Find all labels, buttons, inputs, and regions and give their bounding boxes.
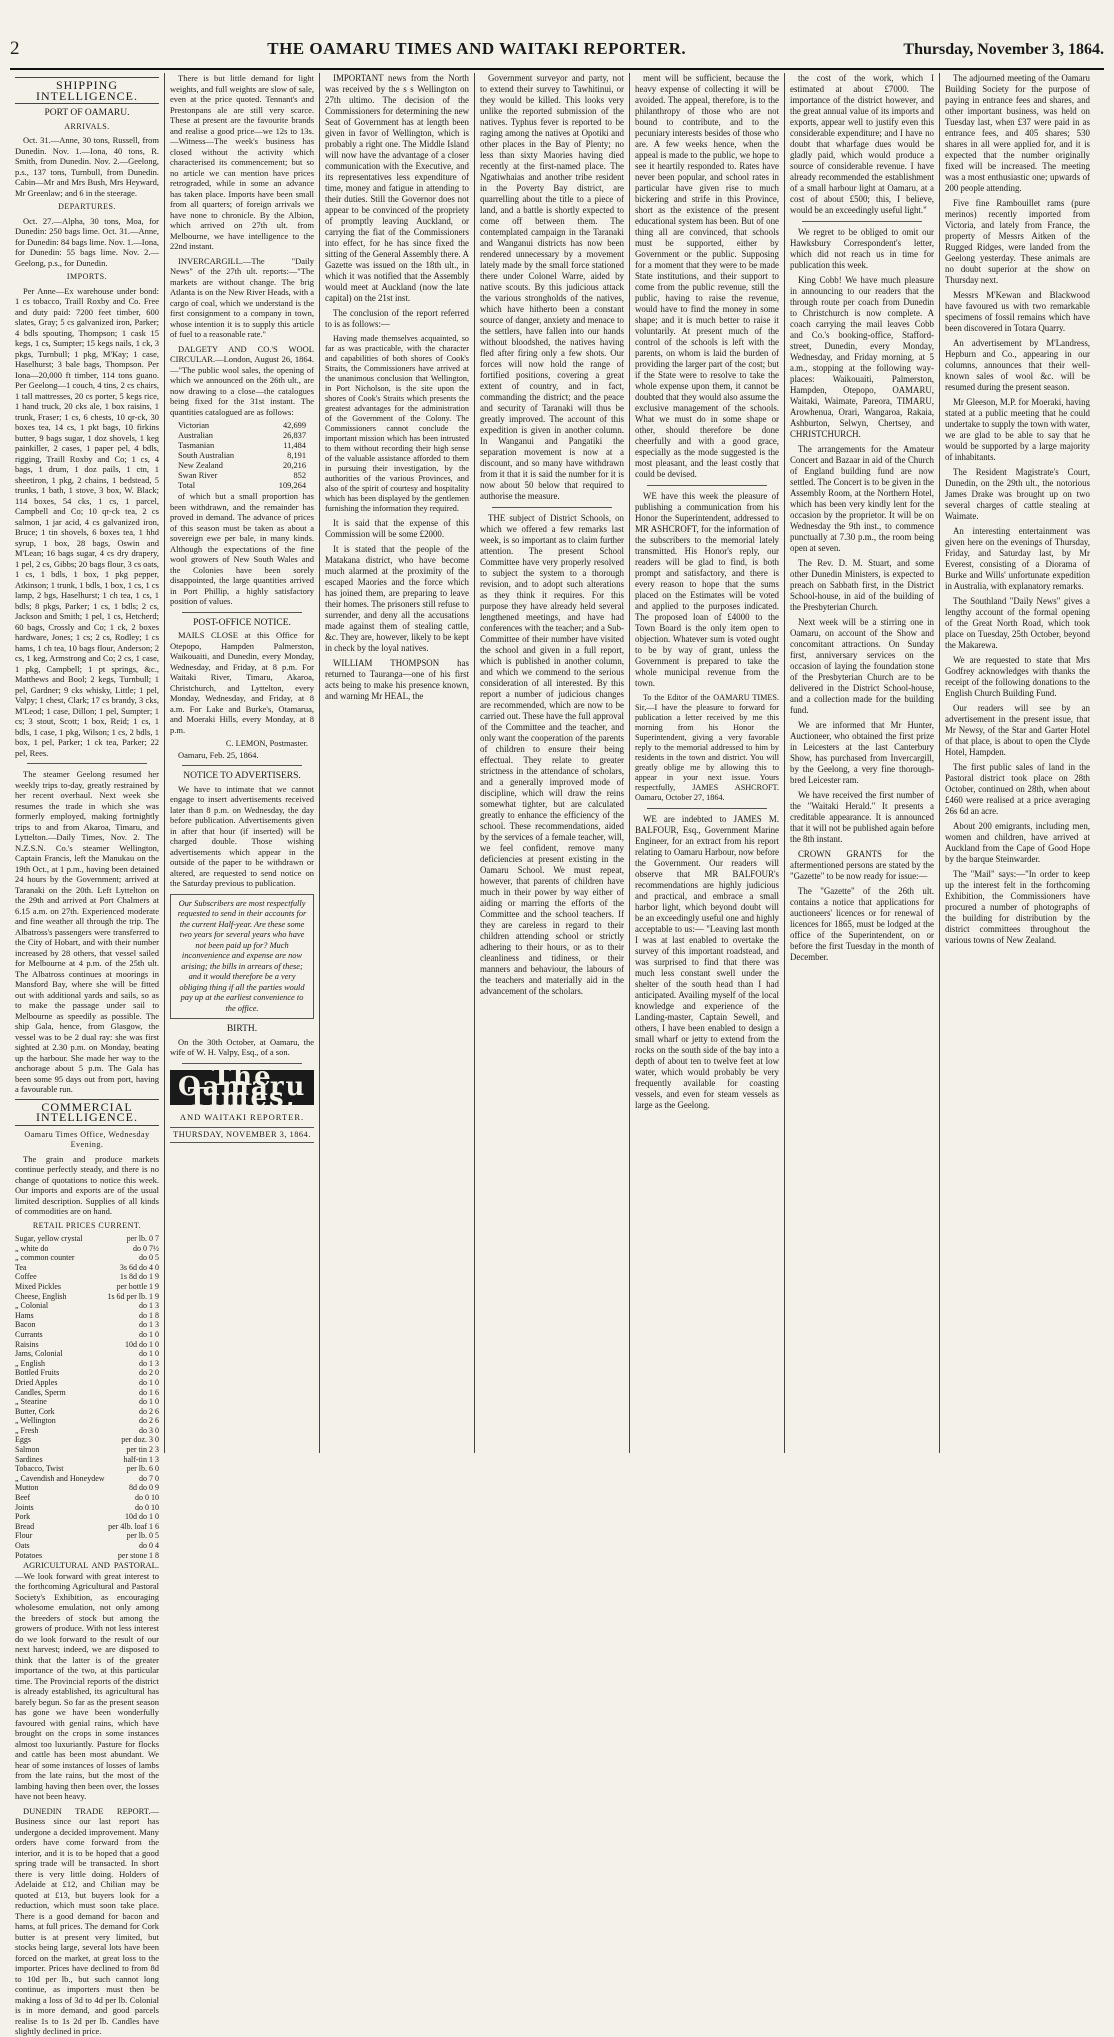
price-item: Flour bbox=[15, 1531, 33, 1541]
price-item: Mixed Pickles bbox=[15, 1281, 61, 1291]
magistrate-note: The Resident Magistrate's Court, Dunedin, on the 29th ult., the notorious James Drake was brought up on two several charges of cattle stealing at Waimate. bbox=[945, 467, 1090, 521]
price-item: „ Stearine bbox=[15, 1397, 47, 1407]
cobb-coach-note: King Cobb! We have much pleasure in announcing to our readers that the through route per coach from Dunedin to Christchurch is now complete. A coach carrying the mail leaves Cobb and Co.'s booking-office, Stafford-street, Dunedin, every Monday, Wednesday, and Friday morning, at 5 a.m., stopping at the following way-places: Waikouaiti, Palmerston, Hampden, Otepopo, OAMARU, Waitaki, Waimate, Pareora, TIMARU, Arowhenua, Orari, Wangaroa, Rakaia, Ashburton, Selwyn, Chertsey, and CHRISTCHURCH. bbox=[790, 275, 934, 439]
north-road-note: The Southland "Daily News" gives a lengthy account of the formal opening of the Great North Road, which took place on Tuesday, 25th October, beyond the Makarewa. bbox=[945, 596, 1090, 650]
commercial-intro: The grain and produce markets continue perfectly steady, and there is no change of quotations to notice this week. Our imports and exports are of the usual limited description. Supplies of all kinds of commodities are on hand. bbox=[15, 1153, 159, 1216]
price-row bbox=[15, 1426, 159, 1436]
price-row bbox=[15, 1234, 159, 1244]
invercargill-report: INVERCARGILL.—The "Daily News" of the 27th ult. reports:—"The markets are without change. The brig Atlanta is on the New River Heads, with a cargo of coal, which we understand is the first consignment to a company in town, whose intention it is to supply this article of fuel to a reasonable rate." bbox=[170, 255, 314, 339]
column-natives-schools bbox=[475, 73, 630, 1453]
wool-region: Swan River bbox=[178, 471, 218, 480]
post-office-signature: C. LEMON, Postmaster. bbox=[225, 739, 308, 748]
balfour-article: WE are indebted to JAMES M. BALFOUR, Esq., Government Marine Engineer, for an extract from his report relating to Oamaru Harbour, now before the Government. Our readers will observe that MR BALFOUR's recommendations are highly judicious and practical, and embrace a small harbor light, which beyond doubt will be an exceedingly useful one and highly acceptable to us:— "Leaving last month I was at last enabled to overtake the survey of this important roadstead, and was surprised to find that there was much less constant swell under the shelter of the south head than I had anticipated. Availing myself of the local knowledge and experience of the Landing-master, Captain Sewell, and others, I have been enabled to design a small wharf or jetty to extend from the rocks on the south side of the bay into a depth of about ten to twelve feet at low water, which would probably be very frequently available for coasting vessels, and even for steam vessels as large as the Geelong. bbox=[635, 814, 779, 1110]
wool-region: New Zealand bbox=[178, 461, 223, 470]
diorama-note: An interesting entertainment was given here on the evenings of Thursday, Friday, and Saturday last, by Mr Everest, consisting of a Diorama of Burke and Wills' unfortunate expedition in Australia, with explanatory remarks. bbox=[945, 526, 1090, 591]
price-value: 3s 6d do 4 0 bbox=[119, 1262, 159, 1272]
price-item: Butter, Cork bbox=[15, 1406, 55, 1416]
crown-grants-note: CROWN GRANTS for the aftermentioned persons are stated by the "Gazette" to be now ready for issue:— bbox=[790, 849, 934, 881]
price-row bbox=[15, 1474, 159, 1484]
price-item: Oats bbox=[15, 1541, 30, 1550]
birth-notice: On the 30th October, at Oamaru, the wife of W. H. Valpy, Esq., of a son. bbox=[170, 1036, 314, 1057]
price-value: do 1 0 bbox=[139, 1377, 159, 1387]
price-item: Jams, Colonial bbox=[15, 1349, 63, 1359]
exhibition-note: The "Mail" says:—"In order to keep up the interest felt in the forthcoming Exhibition, the Commissioners have procured a number of photographs of the building for distribution by the district committees throughout the various towns of New Zealand. bbox=[945, 869, 1090, 945]
price-item: Tobacco, Twist bbox=[15, 1464, 64, 1474]
price-row bbox=[15, 1397, 159, 1407]
retail-prices-heading: RETAIL PRICES CURRENT. bbox=[32, 1220, 142, 1230]
agricultural-report: AGRICULTURAL AND PASTORAL.—We look forward with great interest to the forthcoming Agricultural and Pastoral Society's Exhibition, as encouraging wholesome emulation, not only among the breeders of stock but among the growers of produce. With not less interest do we look forward to the result of our next harvest; indeed, we are disposed to think that the latter is of the greater importance of the two, at this particular time. The Provincial reports of the district is already established, its agricultural has barely begun. So far as the present season has gone we have been wonderfully favoured with genial rains, which have brought on the crops in some instances almost too luxuriantly. Pasture for flocks and cattle has been most abundant. We hear of some instances of losses of lambs from the late rains, but the most of the lambing having then been over, the losses have not been heavy. bbox=[15, 1560, 159, 1802]
price-value: per lb. 0 7 bbox=[126, 1234, 159, 1243]
rambouillet-note: Five fine Rambouillet rams (pure merinos) recently imported from Victoria, and lately from France, the property of Messrs Aitken of the Rugged Ridges, were landed from the Geelong yesterday. These animals are no doubt superior at the show on Thursday next. bbox=[945, 198, 1090, 285]
advertisers-notice: We have to intimate that we cannot engage to insert advertisements received later than 8 p.m. on Wednesday, the day before publication. Advertisements given in after that hour (if inserted) will be charged double. Those wishing advertisements which appear in the outside of the paper to be withdrawn or altered, are requested to send notice on the Saturday previous to publication. bbox=[170, 783, 314, 888]
price-item: Tea bbox=[15, 1262, 27, 1272]
price-value: per lb. 6 0 bbox=[126, 1464, 159, 1474]
arrivals-heading: ARRIVALS. bbox=[64, 121, 110, 131]
price-value: do 2 6 bbox=[139, 1406, 159, 1416]
price-row bbox=[15, 1301, 159, 1311]
price-value: do 2 0 bbox=[139, 1368, 159, 1378]
price-row bbox=[15, 1244, 159, 1254]
post-office-notice: MAILS CLOSE at this Office for Otepopo, Hampden Palmerston, Waikouaiti, and Dunedin, every Monday, Wednesday, and Friday, at 8 p.m. For Waitaki River, Timaru, Akaroa, Christchurch, and Lyttelton, every Monday, Wednesday, and Friday, at 8 a.m. For Lake and Burke's, Otamarua, and Moeraki Hills, every Monday, at 8 p.m. bbox=[170, 630, 314, 735]
divider bbox=[182, 765, 302, 766]
departures-text: Oct. 27.—Alpha, 30 tons, Moa, for Dunedin: 250 bags lime. Oct. 31.—Anne, for Dunedin: 84 bags lime. Nov. 1.—Iona, for Dunedin: 55 bags lime. Nov. 2.—Geelong, p.s., for Dunedin. bbox=[15, 215, 159, 268]
price-value: per lb. 0 5 bbox=[126, 1531, 159, 1541]
editorial-dateline: THURSDAY, NOVEMBER 3, 1864. bbox=[170, 1127, 314, 1144]
fossil-note: Messrs M'Kewan and Blackwood have favoured us with two remarkable specimens of fossil remains which have been discovered in Totara Quarry. bbox=[945, 290, 1090, 333]
shipping-heading: SHIPPING INTELLIGENCE. bbox=[15, 77, 159, 104]
price-row bbox=[15, 1503, 159, 1513]
price-value: do 0 10 bbox=[135, 1493, 159, 1503]
price-row bbox=[15, 1340, 159, 1350]
post-office-heading: POST-OFFICE NOTICE. bbox=[193, 617, 291, 628]
masthead bbox=[10, 38, 1104, 70]
gazette-note: The "Gazette" of the 26th ult. contains a notice that applications for auctioneers' licences or for renewal of licences for 1865, must be lodged at the office of the Superintendent, on or before the first Tuesday in the month of December. bbox=[790, 886, 934, 962]
price-value: 1s 6d per lb. 1 9 bbox=[107, 1291, 159, 1301]
price-value: per 4lb. loaf 1 6 bbox=[108, 1521, 159, 1531]
price-item: Eggs bbox=[15, 1435, 31, 1445]
price-item: Sugar, yellow crystal bbox=[15, 1234, 83, 1243]
column-local-news bbox=[785, 73, 940, 1453]
page-number: 2 bbox=[10, 38, 20, 59]
divider bbox=[647, 485, 767, 486]
wool-region: Australian bbox=[178, 431, 213, 440]
imports-heading: IMPORTS. bbox=[66, 272, 108, 281]
price-row bbox=[15, 1359, 159, 1369]
columns bbox=[10, 73, 1104, 2037]
nameplate bbox=[170, 1061, 314, 1123]
price-value: do 1 8 bbox=[139, 1310, 159, 1320]
price-value: do 1 6 bbox=[139, 1387, 159, 1397]
price-row bbox=[15, 1407, 159, 1417]
divider bbox=[647, 808, 767, 809]
wool-row bbox=[170, 431, 314, 441]
price-value: per tin 2 3 bbox=[126, 1445, 159, 1455]
column-shipping bbox=[10, 73, 165, 2037]
editorial-lead: IMPORTANT news from the North was received by the s s Wellington on 27th ultimo. The decision of the Commissioners for determining the new Seat of Government has at length been given in favor of Wellington, which is probably a right one. The Middle Island will now have the advantage of a closer communication with the Executive, and its representatives less expenditure of time, money and fatigue in attending to their duties. Still the Governor does not appear to be convinced of the propriety of promptly leaving Auckland, or carrying the fiat of the Commissioners into effect, for he has since fixed the sitting of the General Assembly there. A Gazette was issued on the 18th ult., in which it was notified that the Assembly would meet at Auckland (now the late capital) on the 21st inst. bbox=[325, 73, 469, 303]
price-item: Dried Apples bbox=[15, 1377, 58, 1387]
schools-continuation: ment will be sufficient, because the heavy expense of collecting it will be avoided. The appeal, therefore, is to the philanthropy of those who are not bound to contribute, and to the pecuniary interests besides of those who are. A few weeks hence, when the appeal is made to the public, we hope to see it heartily responded to. Rates have never been popular, and school rates in particular have given rise to much bickering and strife in this Province, short as the existence of the present educational system has been. But of one thing all are convinced, that schools must be supported, either by Government or the public. Supposing for a moment that they were to be made State institutions, and their support to come from the public revenue, still the public, having to raise the revenue, would have to find the money in some shape; and it is much better to raise it voluntarily. At present much of the control of the schools is left with the parents, on whom is laid the burden of providing the larger part of the cost; but if the State were to resolve to take the whole expense upon them, it cannot be doubted that they would also assume the exclusive management of the schools. What we must do in some shape or other, should therefore be done cheerfully and with a good grace, especially as the mode suggested is the most pleasant, and the least costly that could be devised. bbox=[635, 73, 779, 479]
dunedin-trade-report: DUNEDIN TRADE REPORT.—Business since our last report has undergone a decided improvement. Many orders have come forward from the interior, and it is to be hoped that a good spring trade will be transacted. In short there is very little doing. Holders of Adelaide at £12, and Chilian may be quoted at £13, but buyers look for a reduction, which must soon take place. There is a good demand for bacon and hams, at full prices. The demand for Cork butter is at present very limited, but stocks being large, several lots have been forced on the market, at great loss to the importer. Prices have declined to from 8d to 10d per lb., but such cannot long continue, as importers must then be making a loss of 3d to 4d per lb. Colonial is in more demand, and good parcels realise 1s to 1s 2d per lb. Candles have slightly declined in price. bbox=[15, 1805, 159, 2037]
price-row bbox=[15, 1282, 159, 1292]
wool-region: Victorian bbox=[178, 421, 210, 430]
price-item: „ English bbox=[15, 1358, 45, 1368]
post-office-date: Oamaru, Feb. 25, 1864. bbox=[178, 749, 259, 760]
wool-bales: 109,264 bbox=[278, 481, 306, 490]
price-value: do 2 6 bbox=[139, 1416, 159, 1426]
advertisers-heading: NOTICE TO ADVERTISERS. bbox=[183, 771, 301, 781]
issue-date: Thursday, November 3, 1864. bbox=[903, 41, 1104, 58]
nameplate-title: The Oamaru Times, bbox=[170, 1070, 314, 1106]
water-supply-note: Mr Gleeson, M.P. for Moeraki, having stated at a public meeting that he could undertake to supply the town with water, we are glad to be able to say that he would be supported by a large majority of inhabitants. bbox=[945, 397, 1090, 462]
price-item: Mutton bbox=[15, 1483, 39, 1493]
ascroft-article: WE have this week the pleasure of publishing a communication from his Honor the Superintendent, addressed to MR ASHCROFT, for the information of the subscribers to the memorial lately transmitted. His Honor's reply, our readers will be glad to find, is both prompt and satisfactory, and there is every reason to hope that the sums placed on the Estimates will be voted and applied to the purposes indicated. The proposed loan of £4000 to the Town Board is the only item open to objection. Whatever sum is voted ought to be by way of grant, unless the Government is prepared to take the whole municipal revenue from the town. bbox=[635, 491, 779, 688]
price-value: do 1 0 bbox=[139, 1329, 159, 1339]
price-row bbox=[15, 1531, 159, 1541]
price-row bbox=[15, 1551, 159, 1561]
price-value: do 1 0 bbox=[139, 1397, 159, 1407]
trade-continuation: There is but little demand for light weights, and full weights are slow of sale, even at the price quoted. Tennant's and Prestonpans ale are still very scarce. These at present are the favourite brands and realise a good price—we 12s to 13s.—Witness—The week's business has closed without the activity which characterised its commencement; but so no article we can mention have prices retrograded, while in some an advance has taken place. Imports have been small from all quarters; of foreign arrivals we have none to chronicle. By the Albion, which arrived on 27th ult. from Melbourne, we have intelligence to the 22nd instant. bbox=[170, 73, 314, 251]
dalgety-circular: DALGETY AND CO.'S WOOL CIRCULAR.—London, August 26, 1864.—"The public wool sales, the opening of which we announced on the 26th ult., are now drawing to a close—the catalogues being fixed for the 31st instant. The quantities catalogued are as follows: bbox=[170, 343, 314, 417]
wool-row bbox=[170, 421, 314, 431]
editorial-p4: It is stated that the people of the Matakana district, who have become much alarmed at the proximity of the escaped Maories and the force which has joined them, are preparing to leave their homes. The prisoners still refuse to surrender, and deny all the accusations made against them of stealing cattle, &c. They are, however, likely to be kept in check by the loyal natives. bbox=[325, 544, 469, 653]
wool-bales: 20,216 bbox=[282, 461, 306, 470]
schools-article: THE subject of District Schools, on which we offered a few remarks last week, is so important as to claim further attention. The present School Committee have very properly resolved to subject the system to a thorough revision, and to adopt such alterations as they think it requires. For this purpose they have already held several lengthened meetings, and have had conferences with the teacher; and a Sub-Committee of their number have visited the school and given in a full report, which is published in another column, and which we commend to the serious consideration of all interested. By this report a number of judicious changes are recommended, which are now to be carried out. These have the full approval of the Committee and the teacher, and only want the cooperation of the parents of children to ensure their being effectual. They relate to greater strictness in the attendance of scholars, and a generally improved mode of discipline, which will draw the reins somewhat tighter, but are calculated greatly to enhance the efficiency of the school. These recommendations, aided by the services of a female teacher, will, we feel confident, remove many deficiencies at present existing in the Oamaru School. We must repeat, however, that parents of children have much in their power by way either of aiding or marring the efforts of the Committee and the school teachers. If they are careless in regard to their children attending school or strictly adhering to their hours, or as to their cleanliness and tidiness, or their manners and behaviour, the labours of the teachers and materially aid in the advancement of the scholars. bbox=[480, 513, 624, 996]
departures-heading: DEPARTURES. bbox=[58, 202, 116, 211]
price-item: Bacon bbox=[15, 1320, 36, 1330]
price-item: Potatoes bbox=[15, 1550, 43, 1560]
price-item: „ Colonial bbox=[15, 1301, 49, 1311]
wool-row bbox=[170, 441, 314, 451]
price-row bbox=[15, 1522, 159, 1532]
wool-region: Total bbox=[178, 481, 196, 490]
donations-note: We are requested to state that Mrs Godfrey acknowledges with thanks the receipt of the following donations to the English Church Building Fund. bbox=[945, 655, 1090, 698]
price-item: „ Fresh bbox=[15, 1425, 39, 1435]
price-item: „ Cavendish and Honeydew bbox=[15, 1473, 105, 1483]
column-editorial bbox=[320, 73, 475, 1453]
price-value: per doz. 3 0 bbox=[121, 1435, 159, 1445]
price-value: do 0 7½ bbox=[133, 1243, 159, 1253]
emigrants-note: About 200 emigrants, including men, women and children, have arrived at Auckland from the Cape of Good Hope by the barque Steinwarder. bbox=[945, 821, 1090, 864]
price-value: half-tin 1 3 bbox=[123, 1454, 159, 1464]
show-week-note: Next week will be a stirring one in Oamaru, on account of the Show and concomitant attractions. On Sunday first, anniversary services on the occasion of laying the foundation stone of the Presbyterian Church are to be delivered in the District School-house, and a collection made for the building fund. bbox=[790, 617, 934, 715]
price-item: Cheese, English bbox=[15, 1291, 67, 1301]
price-item: Sardines bbox=[15, 1454, 43, 1464]
column-notices bbox=[165, 73, 320, 1453]
price-item: Raisins bbox=[15, 1339, 39, 1349]
hawksbury-note: We regret to be obliged to omit our Hawksbury Correspondent's letter, which did not reach us in time for publication this week. bbox=[790, 227, 934, 270]
editorial-p2: The conclusion of the report referred to is as follows:— bbox=[325, 308, 469, 329]
price-item: Salmon bbox=[15, 1445, 40, 1455]
price-value: do 1 3 bbox=[139, 1358, 159, 1368]
price-item: Pork bbox=[15, 1512, 31, 1522]
price-row bbox=[15, 1455, 159, 1465]
column-schools-harbour bbox=[630, 73, 785, 1453]
price-item: Candles, Sperm bbox=[15, 1387, 66, 1397]
divider bbox=[802, 221, 922, 222]
land-sales-note: The first public sales of land in the Pastoral district took place on 28th October, continued on 28th, when about £460 were realised at a price averaging 26s 6d an acre. bbox=[945, 762, 1090, 816]
price-value: 8d do 0 9 bbox=[129, 1483, 159, 1493]
price-value: 10d do 1 0 bbox=[125, 1512, 159, 1522]
price-row bbox=[15, 1253, 159, 1263]
waitaki-herald-note: We have received the first number of the "Waitaki Herald." It presents a creditable appearance. It is announced that it will not be published again before the 8th instant. bbox=[790, 790, 934, 844]
price-row bbox=[15, 1263, 159, 1273]
wool-region: South Australian bbox=[178, 451, 235, 460]
price-row bbox=[15, 1416, 159, 1426]
price-row bbox=[15, 1445, 159, 1455]
price-value: per bottle 1 9 bbox=[116, 1281, 159, 1291]
price-value: do 3 0 bbox=[139, 1425, 159, 1435]
hunter-note: We are informed that Mr Hunter, Auctioneer, who obtained the first prize in Leicesters at the last Canterbury Show, has purchased from Invercargill, by the Geelong, a very fine thorough-bred Leicester ram. bbox=[790, 720, 934, 785]
commercial-office: Oamaru Times Office, Wednesday Evening. bbox=[24, 1129, 150, 1149]
column-paragraphs bbox=[940, 73, 1095, 1453]
imports-text: Per Anne—Ex warehouse under bond: 1 cs tobacco, Traill Roxby and Co. Free and duty paid: 7200 feet timber, 600 slates, Gray; 5 cs galvanized iron, Parker; 4 bdls spouting, Thompson; 1 cask 15 kegs, 1 cs, Sumpter; 15 kegs nails, 1 ck, 3 pkgs, Turnbull; 1 pkg, M'Kay; 1 case, Haselhurst; 3 bale bags, Thompson. Per Iona—20,000 ft timber, 114 tons guano. Per Geelong—1 couch, 4 tins, 2 cs chairs, 1 tall mattresses, 20 cs porter, 5 kegs rice, 1 hand truck, 20 cks ale, 1 box raisins, 1 trunk, Fraser; 1 cs, 6 chests, 10 qr-ck, 30 boxes tea, 14 cs, 1 pkt bags, 10 firkins butter, 9 bags sugar, 1 doz shovels, 1 keg painkiller, 2 cases, 1 paper pel, 4 bdls, rigging, Traill Roxby and Co; 1 cs, 4 bags, 1 drum, 1 doz pails, 1 ctn, 1 sheetiron, 1 pkg, 2 chains, 1 bedstead, 5 trunks, 1 bath, 1 stove, 3 box, W. Black; 114 boxes, 54 cks, 1 cs, 1 parcel, Campbell and Co; 10 qr-ck tea, 2 cs salmon, 1 jar acid, 4 cs galvanized iron, Bruce; 1 tin shovels, 6 boxes tea, 1 hhd syrup, 1 box, 28 bags, Oswin and M'Lean; 16 bags sugar, 4 cs dry drapery, 1 pel, 2 cs, Gibbs; 20 bags flour, 3 cs oats, 1 cs, 1 bdls, 1 box, 1 pkg pepper, Atkinson; 1 trunk, 1 bdls, 1 box, 1 cs, 1 cs lamp, 2 bgs, Haselhurst; 1 ch tea, 1 cs, 1 bdls; 8 pkgs, Parker; 1 cs, 1 bdls; 2 cs, Jackson and Smith; 1 pel, 1 cs, Hetcherd; 60 bags, Crossly and Co; 1 ck, 2 boxes hardware, Jones; 1 cs; 2 cs, Rodley; 1 cs hams, 1 ch tea, 10 bags flour, Anderson; 2 cs, 1 keg, Armstrong and Co; 2 cs, 1 case, 1 pkg, Campbell; 1 pt springs, &c., Matthews and Bool; 2 kegs, Turnbull; 1 pel, Gardner; 9 cks whisky, Little; 1 pel, Valpy; 1 chest, Clark; 17 cs brandy, 3 cks, M'Leod; 1 case, Dillon; 1 pel, Sumpter; 1 cs; 3 stout, Scott; 1 box, Reid; 1 cs, 1 bdls, 1 case, 1 pkg, Wilson; 1 cs, 2 bdls, 1 box, 1 pel, Parker; 1 ck tea, Parker; 22 pel, Rees. bbox=[15, 285, 159, 758]
wool-row bbox=[170, 481, 314, 491]
price-row bbox=[15, 1272, 159, 1282]
newspaper-title: THE OAMARU TIMES AND WAITAKI REPORTER. bbox=[267, 39, 687, 58]
wool-bales: 42,699 bbox=[282, 421, 306, 430]
price-item: Joints bbox=[15, 1502, 34, 1512]
price-item: „ common counter bbox=[15, 1253, 75, 1263]
price-value: 1s 8d do 1 9 bbox=[119, 1272, 159, 1282]
commercial-heading: COMMERCIAL INTELLIGENCE. bbox=[15, 1099, 159, 1126]
wool-row bbox=[170, 461, 314, 471]
wool-row bbox=[170, 451, 314, 461]
divider bbox=[182, 612, 302, 613]
harbour-continuation: the cost of the work, which I estimated at about £7000. The importance of the district however, and the great annual value of its imports and exports, appear well to justify even this considerable expenditure; and I have no doubt that wharfage dues would be gladly paid, which would produce a source of considerable revenue. I have already recommended the establishment of a small harbour light at Oamaru, at a cost of about £500; this, I believe, would be an exceedingly useful light." bbox=[790, 73, 934, 215]
arrivals-text: Oct. 31.—Anne, 30 tons, Russell, from Dunedin. Nov. 1.—Iona, 40 tons, R. Smith, from Dunedin. Nov. 2.—Geelong, p.s., 137 tons, Turnbull, from Dunedin. Cabin—Mr and Mrs Bush, Mrs Heyward, Mr Greenlaw; and 6 in the steerage. bbox=[15, 135, 159, 198]
price-item: „ Wellington bbox=[15, 1416, 56, 1426]
wool-followup: of which but a small proportion has been withdrawn, and the remainder has proved in demand. The advance of prices of this season must be taken as about a sovereign ewe per bale, in many kinds. Although the expectations of the fine wool growers of New South Wales and the Colonies have been sorely disappointed, the large quantities arrived in Port Phillip, a highly satisfactory position of values. bbox=[170, 491, 314, 606]
price-row bbox=[15, 1541, 159, 1551]
nameplate-subtitle: AND WAITAKI REPORTER. bbox=[179, 1112, 305, 1122]
price-item: Bottled Fruits bbox=[15, 1368, 60, 1378]
price-row bbox=[15, 1493, 159, 1503]
hotel-note: Our readers will see by an advertisement in the present issue, that Mr Newsy, of the Star and Garter Hotel of that place, is about to open the Clyde Hotel, Hampden. bbox=[945, 703, 1090, 757]
birth-heading: BIRTH. bbox=[226, 1024, 258, 1034]
price-value: do 1 3 bbox=[139, 1301, 159, 1311]
price-value: per stone 1 8 bbox=[117, 1550, 159, 1560]
price-item: Coffee bbox=[15, 1272, 37, 1282]
price-row bbox=[15, 1349, 159, 1359]
newspaper-page bbox=[0, 38, 1114, 2037]
price-item: Beef bbox=[15, 1493, 31, 1503]
price-item: „ white do bbox=[15, 1243, 49, 1253]
editorial-quote: Having made themselves acquainted, so far as was practicable, with the character and capabilities of both shores of Cook's Straits, the Commissioners have arrived at the unanimous conclusion that Wellington, in Port Nicholson, is the site upon the shores of Cook's Straits which presents the greatest advantages for the administration of the Government of the Colony. The Commissioners cannot conclude the important mission which has been intrusted to them without recording their high sense of the valuable assistance afforded to them in pursuing their investigation, by the authorities of the various Provinces, and also of the spirit of courtesy and hospitality which has been displayed by the gentlemen furnishing the information they required. bbox=[325, 334, 469, 513]
divider bbox=[492, 507, 612, 508]
price-item: Hams bbox=[15, 1310, 34, 1320]
natives-article: Government surveyor and party, not to extend their survey to Tawhitinui, or they would be killed. This looks very unlike the reported submission of the natives. Typhus fever is reported to be raging among the natives at Opotiki and other places in the Bay of Plenty; no less than sixty Maories having died recently at the first-named place. The Ngatiwhaias and another tribe resident in the Poverty Bay district, are quarrelling about the title to a piece of land, and a battle is shortly expected to come off between them. The contemplated campaign in the Taranaki and Wanganui districts has now been rendered unnecessary by a movement lately made by the small force stationed there under Colonel Warre, aided by native scouts. By this judicious attack the various strongholds of the natives, which have hitherto been a constant source of danger, anxiety and menace to the settlers, have fallen into our hands without bloodshed, the natives having fled after firing only a few shots. Our forces will now hold the range of fortified positions, covering a great extent of country, and in fact, commanding the district; and the peace and security of Taranaki will thus be greatly improved. The account of this expedition is given in another column. In Wanganui and Pangatiki the separation movement is now at a discount, and so many have withdrawn from it that it is said the number for it is now about 50 below that required to authorise the measure. bbox=[480, 73, 624, 501]
wool-bales: 11,484 bbox=[283, 441, 306, 450]
price-row bbox=[15, 1320, 159, 1330]
stuart-note: The Rev. D. M. Stuart, and some other Dunedin Ministers, is expected to preach on Sabbath first, in the District School-house, in aid of the building of the Presbyterian Church. bbox=[790, 558, 934, 612]
wool-row bbox=[170, 471, 314, 481]
bazaar-note: The arrangements for the Amateur Concert and Bazaar in aid of the Church of England building fund are now settled. The Concert is to be given in the Assembly Room, at the Northern Hotel, which has been very kindly lent for the occasion by the proprietor. It will be on Wednesday the 9th inst., to commence punctually at 7.30 p.m., the room being open at seven. bbox=[790, 444, 934, 553]
price-row bbox=[15, 1435, 159, 1445]
price-value: do 1 3 bbox=[139, 1320, 159, 1330]
price-row bbox=[15, 1464, 159, 1474]
wool-bales: 8,191 bbox=[287, 451, 306, 460]
price-row bbox=[15, 1292, 159, 1302]
price-row bbox=[15, 1512, 159, 1522]
editorial-p3: It is said that the expense of this Commission will be some £2000. bbox=[325, 518, 469, 539]
price-value: do 0 10 bbox=[135, 1502, 159, 1512]
wool-bales: 852 bbox=[293, 471, 306, 480]
wool-region: Tasmanian bbox=[178, 441, 215, 450]
port-heading: PORT OF OAMARU. bbox=[44, 108, 130, 118]
wool-bales: 26,837 bbox=[282, 431, 306, 440]
price-value: do 0 4 bbox=[139, 1541, 159, 1550]
building-society-note: The adjourned meeting of the Oamaru Building Society for the purpose of paying in entrance fees and shares, and other important business, was held on Tuesday last, when £37 were paid in as entrance fees, and 405 shares; 530 shares in all were applied for, and it is expected that the number originally fixed will be increased. The meeting was a most enthusiastic one; upwards of 200 people attending. bbox=[945, 73, 1090, 193]
editorial-p5: WILLIAM THOMPSON has returned to Tauranga—one of his first acts being to make his presence known, and warning Mr HEAL, the bbox=[325, 658, 469, 701]
price-row bbox=[15, 1388, 159, 1398]
price-value: do 1 0 bbox=[139, 1349, 159, 1359]
retail-prices-table bbox=[15, 1234, 159, 1560]
subscribers-notice: Our Subscribers are most respectfully requested to send in their accounts for the current Half-year. Are these some two years for several years who have not been paid up for? Much inconvenience and expense are now arising; the bills in arrears of these; and it would therefore be a very obliging thing if all the parties would pay up at the earliest convenience to the office. bbox=[170, 894, 314, 1020]
wool-sales-note: An advertisement by M'Landress, Hepburn and Co., appearing in our columns, announces that their well-known sales of wool &c. will be resumed during the present season. bbox=[945, 338, 1090, 392]
wool-catalogue-table bbox=[170, 421, 314, 491]
price-row bbox=[15, 1483, 159, 1493]
price-row bbox=[15, 1368, 159, 1378]
shipping-notes: The steamer Geelong resumed her weekly trips to-day, greatly restrained by her recent overhaul. Next week she resumes the trade in which she was formerly employed, making fortnightly trips to and from Akaroa, Timaru, and Lyttelton.—Daily Times, Nov. 2. The N.Z.S.N. Co.'s steamer Wellington, Captain Francis, left the Manukau on the 19th Oct., at 1 p.m., having been detained 24 hours by the Government; arrived at Taranaki on the 20th. Left Lyttelton on the 29th and arrived at Port Chalmers at 6.15 a.m. on 27th. Experienced moderate and fine weather all through the trip. The Albatross's passengers were transferred to the City of Hobart, and with their number increased by 28 others, that vessel sailed for Melbourne at 4 p.m. of the 25th ult. The Albatross continues at moorings in Mansford Bay, where she will be fitted out with additional yards and sails, so as to make the passage under sail to Melbourne as speedily as possible. The ship Gala, hence, from Glasgow, the vessel was to be 2 dual ray: she was first sighted at 2.30 p.m. on Monday, beating up the harbour. She made her way to the anchorage about 5 p.m. The Gala has been some 95 days out from port, having a favourable run. bbox=[15, 769, 159, 1094]
divider bbox=[27, 763, 147, 764]
price-row bbox=[15, 1378, 159, 1388]
price-item: Currants bbox=[15, 1329, 43, 1339]
price-row bbox=[15, 1330, 159, 1340]
price-item: Bread bbox=[15, 1521, 35, 1531]
price-row bbox=[15, 1311, 159, 1321]
price-value: do 7 0 bbox=[139, 1473, 159, 1483]
ascroft-letter: To the Editor of the OAMARU TIMES. Sir,—I have the pleasure to forward for publication a letter received by me this morning from his Honor the Superintendent, giving a very favorable reply to the memorial addressed to him by residents in the town and district. You will greatly oblige me by allowing this to appear in your next issue. Yours respectfully, JAMES ASHCROFT. Oamaru, October 27, 1864. bbox=[635, 693, 779, 802]
price-value: 10d do 1 0 bbox=[125, 1339, 159, 1349]
price-value: do 0 5 bbox=[139, 1253, 159, 1263]
